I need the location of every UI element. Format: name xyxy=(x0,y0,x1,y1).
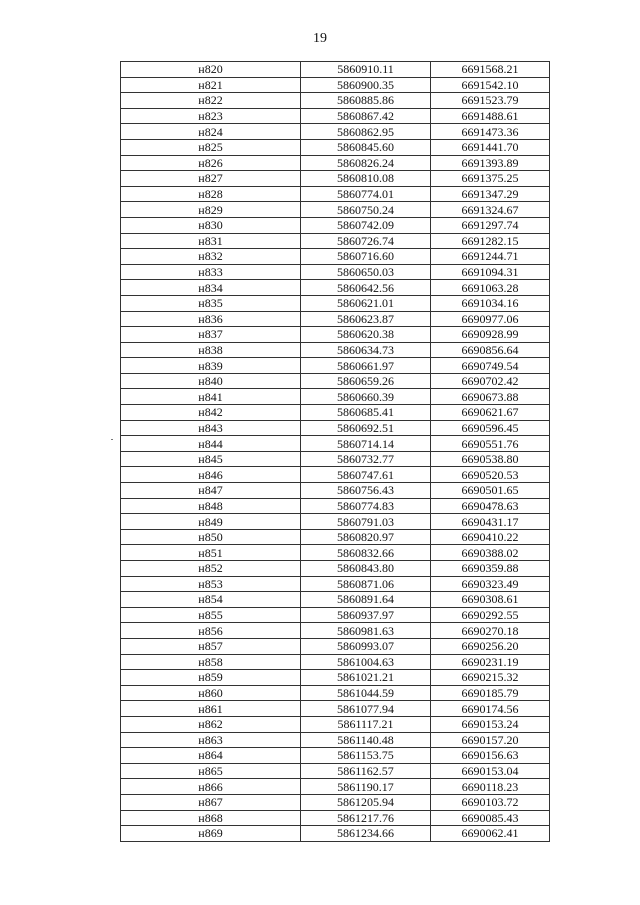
x-coordinate-cell: 5860750.24 xyxy=(301,202,431,218)
y-coordinate-cell: 6690231.19 xyxy=(431,654,550,670)
point-id-cell: н863 xyxy=(121,732,301,748)
point-id-cell: н821 xyxy=(121,77,301,93)
point-id-cell: н823 xyxy=(121,108,301,124)
table-row xyxy=(121,514,550,530)
y-coordinate-cell: 6690501.65 xyxy=(431,483,550,499)
point-id-cell: н850 xyxy=(121,529,301,545)
point-id-cell: н839 xyxy=(121,358,301,374)
y-coordinate-cell: 6691375.25 xyxy=(431,171,550,187)
point-id-cell: н844 xyxy=(121,436,301,452)
x-coordinate-cell: 5860650.03 xyxy=(301,264,431,280)
coordinates-table-body xyxy=(121,62,550,842)
table-row xyxy=(121,670,550,686)
table-row xyxy=(121,794,550,810)
y-coordinate-cell: 6691488.61 xyxy=(431,108,550,124)
x-coordinate-cell: 5861217.76 xyxy=(301,810,431,826)
y-coordinate-cell: 6690621.67 xyxy=(431,405,550,421)
y-coordinate-cell: 6690308.61 xyxy=(431,592,550,608)
table-row xyxy=(121,295,550,311)
x-coordinate-cell: 5861190.17 xyxy=(301,779,431,795)
x-coordinate-cell: 5860692.51 xyxy=(301,420,431,436)
point-id-cell: н849 xyxy=(121,514,301,530)
point-id-cell: н861 xyxy=(121,701,301,717)
table-row xyxy=(121,623,550,639)
point-id-cell: н831 xyxy=(121,233,301,249)
point-id-cell: н820 xyxy=(121,62,301,78)
x-coordinate-cell: 5860981.63 xyxy=(301,623,431,639)
point-id-cell: н845 xyxy=(121,451,301,467)
x-coordinate-cell: 5860661.97 xyxy=(301,358,431,374)
y-coordinate-cell: 6691282.15 xyxy=(431,233,550,249)
y-coordinate-cell: 6690478.63 xyxy=(431,498,550,514)
x-coordinate-cell: 5860910.11 xyxy=(301,62,431,78)
point-id-cell: н847 xyxy=(121,483,301,499)
y-coordinate-cell: 6690292.55 xyxy=(431,607,550,623)
point-id-cell: н859 xyxy=(121,670,301,686)
table-row xyxy=(121,139,550,155)
x-coordinate-cell: 5860732.77 xyxy=(301,451,431,467)
y-coordinate-cell: 6690359.88 xyxy=(431,561,550,577)
point-id-cell: н862 xyxy=(121,716,301,732)
point-id-cell: н843 xyxy=(121,420,301,436)
table-row xyxy=(121,763,550,779)
y-coordinate-cell: 6690118.23 xyxy=(431,779,550,795)
x-coordinate-cell: 5860685.41 xyxy=(301,405,431,421)
x-coordinate-cell: 5860756.43 xyxy=(301,483,431,499)
table-row xyxy=(121,685,550,701)
table-row xyxy=(121,358,550,374)
point-id-cell: н852 xyxy=(121,561,301,577)
table-row xyxy=(121,436,550,452)
point-id-cell: н851 xyxy=(121,545,301,561)
point-id-cell: н846 xyxy=(121,467,301,483)
point-id-cell: н826 xyxy=(121,155,301,171)
x-coordinate-cell: 5860810.08 xyxy=(301,171,431,187)
y-coordinate-cell: 6690702.42 xyxy=(431,373,550,389)
x-coordinate-cell: 5860871.06 xyxy=(301,576,431,592)
x-coordinate-cell: 5860642.56 xyxy=(301,280,431,296)
x-coordinate-cell: 5861117.21 xyxy=(301,716,431,732)
x-coordinate-cell: 5860742.09 xyxy=(301,217,431,233)
y-coordinate-cell: 6690928.99 xyxy=(431,327,550,343)
point-id-cell: н864 xyxy=(121,748,301,764)
table-row xyxy=(121,342,550,358)
point-id-cell: н848 xyxy=(121,498,301,514)
y-coordinate-cell: 6690185.79 xyxy=(431,685,550,701)
x-coordinate-cell: 5861162.57 xyxy=(301,763,431,779)
point-id-cell: н827 xyxy=(121,171,301,187)
table-row xyxy=(121,280,550,296)
table-row xyxy=(121,716,550,732)
x-coordinate-cell: 5860826.24 xyxy=(301,155,431,171)
x-coordinate-cell: 5861205.94 xyxy=(301,794,431,810)
table-row xyxy=(121,529,550,545)
x-coordinate-cell: 5860620.38 xyxy=(301,327,431,343)
x-coordinate-cell: 5861004.63 xyxy=(301,654,431,670)
table-row xyxy=(121,420,550,436)
y-coordinate-cell: 6690270.18 xyxy=(431,623,550,639)
y-coordinate-cell: 6691441.70 xyxy=(431,139,550,155)
x-coordinate-cell: 5861153.75 xyxy=(301,748,431,764)
table-row xyxy=(121,483,550,499)
point-id-cell: н867 xyxy=(121,794,301,810)
x-coordinate-cell: 5861234.66 xyxy=(301,826,431,842)
x-coordinate-cell: 5860867.42 xyxy=(301,108,431,124)
point-id-cell: н857 xyxy=(121,638,301,654)
x-coordinate-cell: 5860845.60 xyxy=(301,139,431,155)
point-id-cell: н835 xyxy=(121,295,301,311)
y-coordinate-cell: 6691523.79 xyxy=(431,93,550,109)
y-coordinate-cell: 6690410.22 xyxy=(431,529,550,545)
point-id-cell: н869 xyxy=(121,826,301,842)
point-id-cell: н830 xyxy=(121,217,301,233)
point-id-cell: н865 xyxy=(121,763,301,779)
page-number: 19 xyxy=(313,31,327,46)
x-coordinate-cell: 5861140.48 xyxy=(301,732,431,748)
point-id-cell: н824 xyxy=(121,124,301,140)
point-id-cell: н822 xyxy=(121,93,301,109)
table-row xyxy=(121,810,550,826)
y-coordinate-cell: 6690215.32 xyxy=(431,670,550,686)
y-coordinate-cell: 6690538.80 xyxy=(431,451,550,467)
table-row xyxy=(121,171,550,187)
table-row xyxy=(121,155,550,171)
x-coordinate-cell: 5860714.14 xyxy=(301,436,431,452)
x-coordinate-cell: 5860716.60 xyxy=(301,249,431,265)
point-id-cell: н868 xyxy=(121,810,301,826)
point-id-cell: н841 xyxy=(121,389,301,405)
x-coordinate-cell: 5860726.74 xyxy=(301,233,431,249)
table-row xyxy=(121,217,550,233)
table-row xyxy=(121,654,550,670)
x-coordinate-cell: 5860747.61 xyxy=(301,467,431,483)
y-coordinate-cell: 6691393.89 xyxy=(431,155,550,171)
x-coordinate-cell: 5860937.97 xyxy=(301,607,431,623)
y-coordinate-cell: 6690977.06 xyxy=(431,311,550,327)
table-row xyxy=(121,249,550,265)
y-coordinate-cell: 6690174.56 xyxy=(431,701,550,717)
y-coordinate-cell: 6690596.45 xyxy=(431,420,550,436)
x-coordinate-cell: 5860774.01 xyxy=(301,186,431,202)
table-row xyxy=(121,311,550,327)
table-row xyxy=(121,732,550,748)
point-id-cell: н855 xyxy=(121,607,301,623)
x-coordinate-cell: 5860791.03 xyxy=(301,514,431,530)
y-coordinate-cell: 6690256.20 xyxy=(431,638,550,654)
y-coordinate-cell: 6691324.67 xyxy=(431,202,550,218)
table-row xyxy=(121,451,550,467)
point-id-cell: н856 xyxy=(121,623,301,639)
x-coordinate-cell: 5860862.95 xyxy=(301,124,431,140)
table-row xyxy=(121,576,550,592)
point-id-cell: н829 xyxy=(121,202,301,218)
point-id-cell: н828 xyxy=(121,186,301,202)
y-coordinate-cell: 6691542.10 xyxy=(431,77,550,93)
point-id-cell: н825 xyxy=(121,139,301,155)
x-coordinate-cell: 5860993.07 xyxy=(301,638,431,654)
y-coordinate-cell: 6691244.71 xyxy=(431,249,550,265)
y-coordinate-cell: 6690153.24 xyxy=(431,716,550,732)
point-id-cell: н853 xyxy=(121,576,301,592)
x-coordinate-cell: 5861044.59 xyxy=(301,685,431,701)
table-row xyxy=(121,498,550,514)
table-row xyxy=(121,779,550,795)
table-row xyxy=(121,233,550,249)
y-coordinate-cell: 6690085.43 xyxy=(431,810,550,826)
point-id-cell: н837 xyxy=(121,327,301,343)
x-coordinate-cell: 5861021.21 xyxy=(301,670,431,686)
y-coordinate-cell: 6690156.63 xyxy=(431,748,550,764)
x-coordinate-cell: 5860659.26 xyxy=(301,373,431,389)
x-coordinate-cell: 5860832.66 xyxy=(301,545,431,561)
y-coordinate-cell: 6690157.20 xyxy=(431,732,550,748)
y-coordinate-cell: 6690062.41 xyxy=(431,826,550,842)
x-coordinate-cell: 5860820.97 xyxy=(301,529,431,545)
y-coordinate-cell: 6691063.28 xyxy=(431,280,550,296)
table-row xyxy=(121,77,550,93)
scan-artifact xyxy=(111,439,113,440)
table-row xyxy=(121,327,550,343)
table-row xyxy=(121,748,550,764)
x-coordinate-cell: 5860660.39 xyxy=(301,389,431,405)
y-coordinate-cell: 6690551.76 xyxy=(431,436,550,452)
point-id-cell: н836 xyxy=(121,311,301,327)
point-id-cell: н866 xyxy=(121,779,301,795)
x-coordinate-cell: 5860621.01 xyxy=(301,295,431,311)
y-coordinate-cell: 6690103.72 xyxy=(431,794,550,810)
table-row xyxy=(121,701,550,717)
y-coordinate-cell: 6691568.21 xyxy=(431,62,550,78)
y-coordinate-cell: 6690323.49 xyxy=(431,576,550,592)
table-row xyxy=(121,545,550,561)
table-row xyxy=(121,405,550,421)
table-row xyxy=(121,186,550,202)
point-id-cell: н838 xyxy=(121,342,301,358)
point-id-cell: н854 xyxy=(121,592,301,608)
x-coordinate-cell: 5860885.86 xyxy=(301,93,431,109)
y-coordinate-cell: 6690520.53 xyxy=(431,467,550,483)
y-coordinate-cell: 6691347.29 xyxy=(431,186,550,202)
x-coordinate-cell: 5860891.64 xyxy=(301,592,431,608)
table-row xyxy=(121,638,550,654)
point-id-cell: н840 xyxy=(121,373,301,389)
x-coordinate-cell: 5860634.73 xyxy=(301,342,431,358)
y-coordinate-cell: 6690431.17 xyxy=(431,514,550,530)
point-id-cell: н842 xyxy=(121,405,301,421)
point-id-cell: н833 xyxy=(121,264,301,280)
x-coordinate-cell: 5861077.94 xyxy=(301,701,431,717)
x-coordinate-cell: 5860843.80 xyxy=(301,561,431,577)
point-id-cell: н860 xyxy=(121,685,301,701)
table-row xyxy=(121,467,550,483)
table-row xyxy=(121,93,550,109)
point-id-cell: н832 xyxy=(121,249,301,265)
table-row xyxy=(121,62,550,78)
x-coordinate-cell: 5860774.83 xyxy=(301,498,431,514)
table-row xyxy=(121,607,550,623)
y-coordinate-cell: 6690388.02 xyxy=(431,545,550,561)
x-coordinate-cell: 5860623.87 xyxy=(301,311,431,327)
y-coordinate-cell: 6691297.74 xyxy=(431,217,550,233)
x-coordinate-cell: 5860900.35 xyxy=(301,77,431,93)
y-coordinate-cell: 6691473.36 xyxy=(431,124,550,140)
table-row xyxy=(121,389,550,405)
coordinates-table xyxy=(120,61,550,842)
table-row xyxy=(121,202,550,218)
point-id-cell: н858 xyxy=(121,654,301,670)
y-coordinate-cell: 6690673.88 xyxy=(431,389,550,405)
y-coordinate-cell: 6690856.64 xyxy=(431,342,550,358)
y-coordinate-cell: 6690153.04 xyxy=(431,763,550,779)
y-coordinate-cell: 6691094.31 xyxy=(431,264,550,280)
y-coordinate-cell: 6690749.54 xyxy=(431,358,550,374)
table-row xyxy=(121,124,550,140)
table-row xyxy=(121,108,550,124)
table-row xyxy=(121,592,550,608)
y-coordinate-cell: 6691034.16 xyxy=(431,295,550,311)
table-row xyxy=(121,373,550,389)
table-row xyxy=(121,264,550,280)
table-row xyxy=(121,826,550,842)
table-row xyxy=(121,561,550,577)
point-id-cell: н834 xyxy=(121,280,301,296)
